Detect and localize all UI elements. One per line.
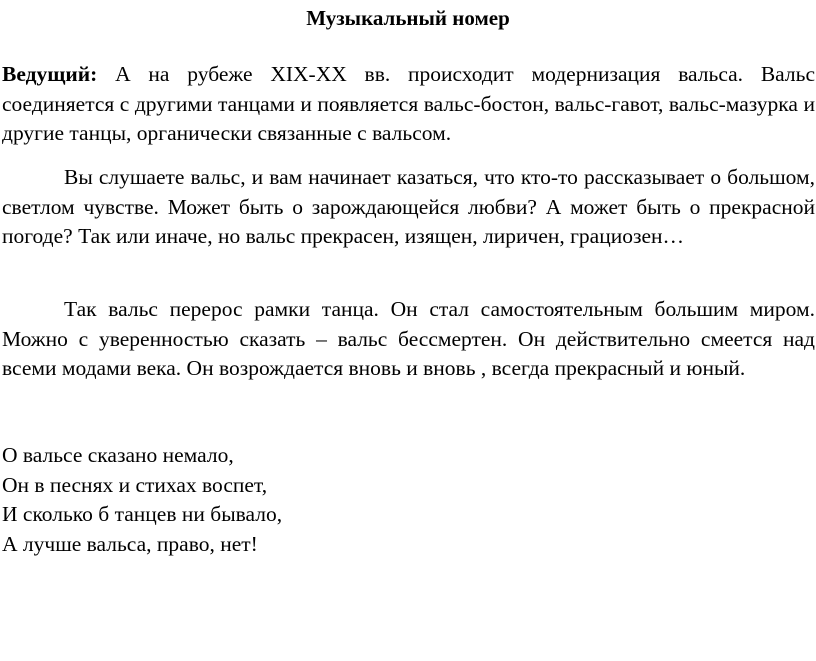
paragraph-intro <box>2 60 815 149</box>
document-title: Музыкальный номер <box>306 6 510 30</box>
paragraph-listening: Вы слушаете вальс, и вам начинает казаться, что кто-то рассказывает о большом, светлом чувстве. Может быть о зарождающейся любви? А может быть о прекрасной погоде? Так или иначе, но вальс прекрасен, изящен, лиричен, грациозен… <box>2 165 815 248</box>
paragraph-immortal: Так вальс перерос рамки танца. Он стал самостоятельным большим миром. Можно с уверенностью сказать – вальс бессмертен. Он действительно смеется над всеми модами века. Он возрождается вновь и вновь , всегда прекрасный и юный. <box>2 297 815 380</box>
poem-line: О вальсе сказано немало, <box>2 443 234 467</box>
speaker-label: Ведущий: <box>2 62 98 86</box>
poem-line: А лучше вальса, право, нет! <box>2 531 258 556</box>
poem-line: И сколько б танцев ни бывало, <box>2 502 283 526</box>
poem-line: Он в песнях и стихах воспет, <box>2 472 268 497</box>
poem <box>2 441 282 559</box>
paragraph-intro-text: А на рубеже XIX-XX вв. происходит модернизация вальса. Вальс соединяется с другими танцами и появляется вальс-бостон, вальс-гавот, вальс-мазурка и другие танцы, органически связанные с вальсом. <box>2 62 815 145</box>
